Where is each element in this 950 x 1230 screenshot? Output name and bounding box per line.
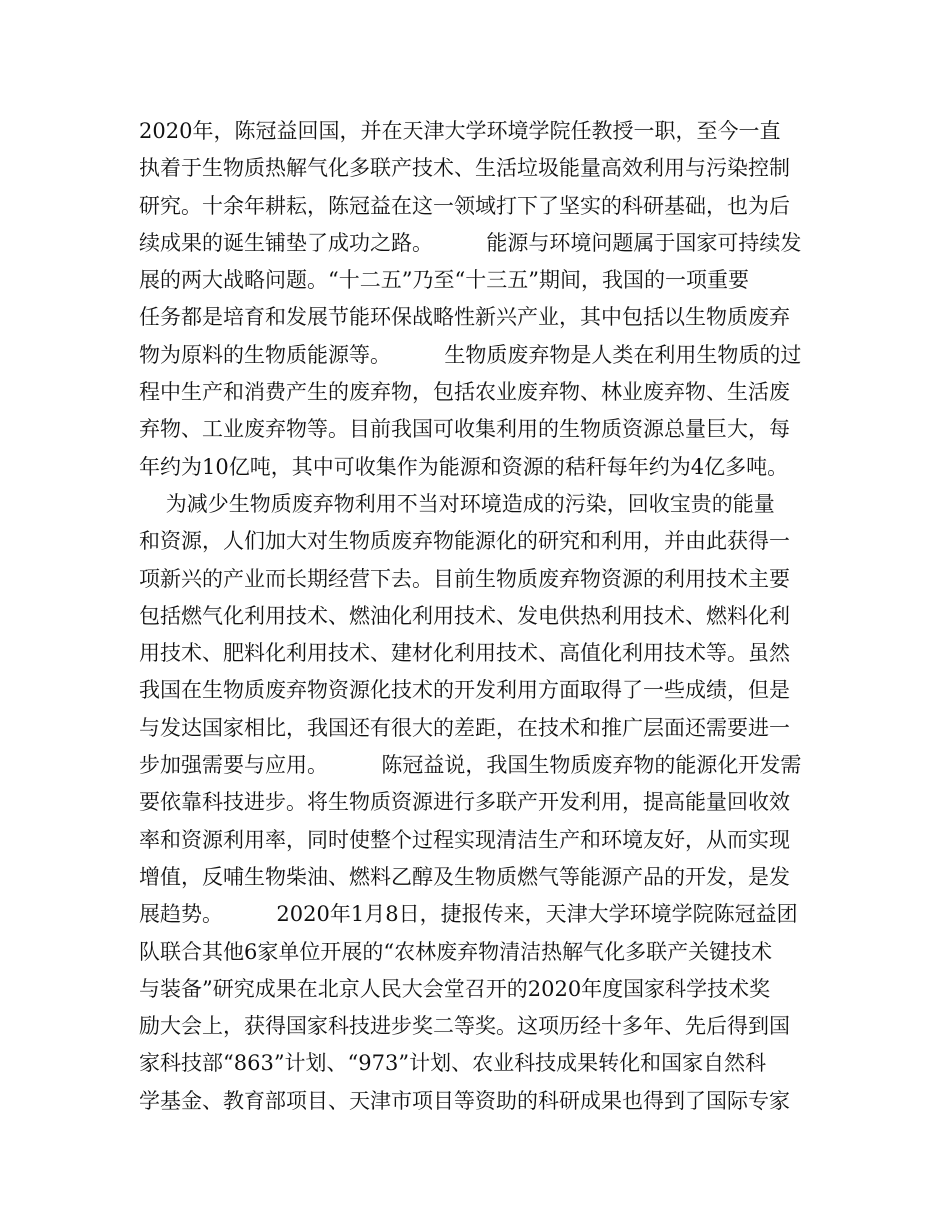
text-line: 学基金、教育部项目、天津市项目等资助的科研成果也得到了国际专家 (139, 1088, 790, 1113)
text-line: 率和资源利用率，同时使整个过程实现清洁生产和环境友好，从而实现 (139, 827, 790, 852)
text-line: 增值，反哺生物柴油、燃料乙醇及生物质燃气等能源产品的开发，是发 (139, 864, 790, 889)
text-line: 包括燃气化利用技术、燃油化利用技术、发电供热利用技术、燃料化利 (139, 603, 790, 628)
body-text (139, 113, 839, 1120)
text-line: 物为原料的生物质能源等。 生物质废弃物是人类在利用生物质的过 (139, 342, 802, 367)
text-line: 任务都是培育和发展节能环保战略性新兴产业，其中包括以生物质废弃 (139, 305, 790, 330)
text-line: 弃物、工业废弃物等。目前我国可收集利用的生物质资源总量巨大，每 (139, 417, 790, 442)
text-line: 队联合其他6家单位开展的“农林废弃物清洁热解气化多联产关键技术 (139, 939, 773, 964)
text-line: 程中生产和消费产生的废弃物，包括农业废弃物、林业废弃物、生活废 (139, 380, 790, 405)
text-line: 励大会上，获得国家科技进步奖二等奖。这项历经十多年、先后得到国 (139, 1014, 790, 1039)
text-line: 我国在生物质废弃物资源化技术的开发利用方面取得了一些成绩，但是 (139, 678, 790, 703)
text-line: 项新兴的产业而长期经营下去。目前生物质废弃物资源的利用技术主要 (139, 566, 790, 591)
text-line: 为减少生物质废弃物利用不当对环境造成的污染，回收宝贵的能量 (139, 491, 775, 516)
text-line: 要依靠科技进步。将生物质资源进行多联产开发利用，提高能量回收效 (139, 790, 790, 815)
text-line: 展趋势。 2020年1月8日，捷报传来，天津大学环境学院陈冠益团 (139, 902, 798, 927)
text-line: 年约为10亿吨，其中可收集作为能源和资源的秸秆每年约为4亿多吨。 (139, 454, 789, 479)
text-line: 2020年，陈冠益回国，并在天津大学环境学院任教授一职，至今一直 (139, 119, 781, 143)
text-line: 研究。十余年耕耘，陈冠益在这一领域打下了坚实的科研基础，也为后 (139, 193, 790, 218)
text-line: 与发达国家相比，我国还有很大的差距，在技术和推广层面还需要进一 (139, 715, 790, 740)
text-line: 和资源，人们加大对生物质废弃物能源化的研究和利用，并由此获得一 (139, 529, 790, 554)
text-line: 续成果的诞生铺垫了成功之路。 能源与环境问题属于国家可持续发 (139, 230, 802, 255)
text-line: 用技术、肥料化利用技术、建材化利用技术、高值化利用技术等。虽然 (139, 641, 790, 666)
text-line: 展的两大战略问题。“十二五”乃至“十三五”期间，我国的一项重要 (139, 268, 749, 293)
text-line: 执着于生物质热解气化多联产技术、生活垃圾能量高效利用与污染控制 (139, 156, 790, 181)
text-line: 家科技部“863”计划、“973”计划、农业科技成果转化和国家自然科 (139, 1051, 767, 1076)
text-line: 步加强需要与应用。 陈冠益说，我国生物质废弃物的能源化开发需 (139, 753, 802, 778)
text-line: 与装备”研究成果在北京人民大会堂召开的2020年度国家科学技术奖 (139, 976, 771, 1001)
